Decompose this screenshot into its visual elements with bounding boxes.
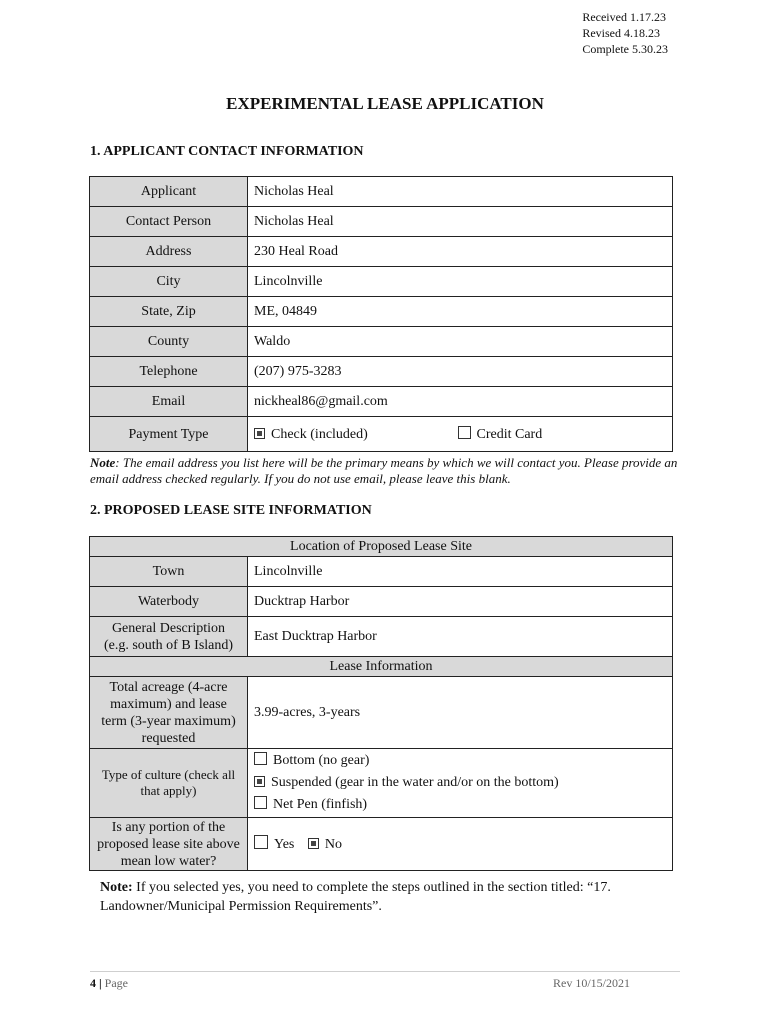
table-row xyxy=(90,357,673,387)
suspended-label: Suspended (gear in the water and/or on the bottom) xyxy=(271,775,559,790)
page-title: EXPERIMENTAL LEASE APPLICATION xyxy=(226,94,544,113)
bottom-label: Bottom (no gear) xyxy=(273,753,370,768)
landowner-note xyxy=(100,878,680,916)
general-description-field[interactable]: East Ducktrap Harbor xyxy=(248,617,673,657)
table-row xyxy=(90,617,673,657)
telephone-field[interactable]: (207) 975-3283 xyxy=(248,357,673,387)
received-date: Received 1.17.23 xyxy=(582,10,666,24)
email-note xyxy=(90,455,680,487)
payment-type-label: Payment Type xyxy=(90,417,248,452)
acreage-label: Total acreage (4-acre maximum) and lease term (3-year maximum) requested xyxy=(90,677,248,749)
footer-divider xyxy=(90,971,680,972)
applicant-table xyxy=(89,176,673,452)
county-label: County xyxy=(90,327,248,357)
no-label: No xyxy=(324,837,342,852)
table-row xyxy=(90,537,673,557)
applicant-label: Applicant xyxy=(90,177,248,207)
table-row xyxy=(90,657,673,677)
email-label: Email xyxy=(90,387,248,417)
credit-card-option[interactable] xyxy=(458,427,543,442)
waterbody-field[interactable]: Ducktrap Harbor xyxy=(248,587,673,617)
town-label: Town xyxy=(90,557,248,587)
contact-person-label: Contact Person xyxy=(90,207,248,237)
page-separator: | xyxy=(99,976,102,990)
page-word: Page xyxy=(104,976,128,990)
town-field[interactable]: Lincolnville xyxy=(248,557,673,587)
page-number: 4 xyxy=(90,976,96,990)
county-field[interactable]: Waldo xyxy=(248,327,673,357)
culture-type-field xyxy=(248,749,673,818)
table-row xyxy=(90,327,673,357)
section1-heading: 1. APPLICANT CONTACT INFORMATION xyxy=(90,144,364,159)
state-zip-field[interactable]: ME, 04849 xyxy=(248,297,673,327)
culture-option-bottom[interactable] xyxy=(254,750,666,772)
table-row xyxy=(90,677,673,749)
check-checkbox-icon[interactable] xyxy=(254,428,265,439)
telephone-label: Telephone xyxy=(90,357,248,387)
waterbody-label: Waterbody xyxy=(90,587,248,617)
received-dates xyxy=(582,9,668,57)
general-description-label-line1: General Description xyxy=(111,620,226,636)
city-field[interactable]: Lincolnville xyxy=(248,267,673,297)
table-row xyxy=(90,818,673,871)
yes-checkbox-icon[interactable] xyxy=(254,835,268,849)
no-checkbox-icon[interactable] xyxy=(308,838,319,849)
complete-date: Complete 5.30.23 xyxy=(582,42,668,56)
net-pen-label: Net Pen (finfish) xyxy=(273,797,368,812)
culture-option-suspended[interactable] xyxy=(254,772,666,794)
revised-date: Revised 4.18.23 xyxy=(582,26,660,40)
applicant-field[interactable]: Nicholas Heal xyxy=(248,177,673,207)
general-description-label xyxy=(90,617,248,657)
table-row xyxy=(90,557,673,587)
table-row xyxy=(90,297,673,327)
general-description-label-line2: (e.g. south of B Island) xyxy=(103,637,234,653)
credit-card-label: Credit Card xyxy=(476,426,543,442)
note2-text: If you selected yes, you need to complete the steps outlined in the section titled: “17. Landowner/Municipal Permission Requirements”. xyxy=(100,880,611,914)
yes-label: Yes xyxy=(274,837,295,852)
note-text: : The email address you list here will be the primary means by which we will contact you. Please provide an email address checked regularly. If you do not use email, please leave this blank. xyxy=(90,455,678,486)
no-option[interactable] xyxy=(308,837,342,852)
state-zip-label: State, Zip xyxy=(90,297,248,327)
net-pen-checkbox-icon[interactable] xyxy=(254,796,267,809)
location-header: Location of Proposed Lease Site xyxy=(90,537,673,557)
check-option[interactable] xyxy=(254,427,454,443)
email-field[interactable]: nickheal86@gmail.com xyxy=(248,387,673,417)
table-row xyxy=(90,417,673,452)
acreage-field[interactable]: 3.99-acres, 3-years xyxy=(248,677,673,749)
suspended-checkbox-icon[interactable] xyxy=(254,776,265,787)
above-mlw-field xyxy=(248,818,673,871)
table-row xyxy=(90,177,673,207)
table-row xyxy=(90,749,673,818)
contact-person-field[interactable]: Nicholas Heal xyxy=(248,207,673,237)
revision-date: Rev 10/15/2021 xyxy=(553,976,630,990)
table-row xyxy=(90,207,673,237)
table-row xyxy=(90,267,673,297)
note-prefix: Note xyxy=(90,455,116,470)
check-option-label: Check (included) xyxy=(271,426,368,442)
footer-page xyxy=(90,976,128,991)
lease-site-table xyxy=(89,536,673,871)
section2-heading: 2. PROPOSED LEASE SITE INFORMATION xyxy=(90,503,372,518)
culture-type-label: Type of culture (check all that apply) xyxy=(90,749,248,818)
table-row xyxy=(90,237,673,267)
credit-card-checkbox-icon[interactable] xyxy=(458,426,471,439)
lease-info-header: Lease Information xyxy=(90,657,673,677)
address-field[interactable]: 230 Heal Road xyxy=(248,237,673,267)
yes-option[interactable] xyxy=(254,837,294,852)
culture-option-net-pen[interactable] xyxy=(254,794,666,816)
note2-prefix: Note: xyxy=(100,880,133,895)
above-mlw-label: Is any portion of the proposed lease site above mean low water? xyxy=(90,818,248,871)
address-label: Address xyxy=(90,237,248,267)
table-row xyxy=(90,387,673,417)
bottom-checkbox-icon[interactable] xyxy=(254,752,267,765)
table-row xyxy=(90,587,673,617)
city-label: City xyxy=(90,267,248,297)
payment-type-field xyxy=(248,417,673,452)
